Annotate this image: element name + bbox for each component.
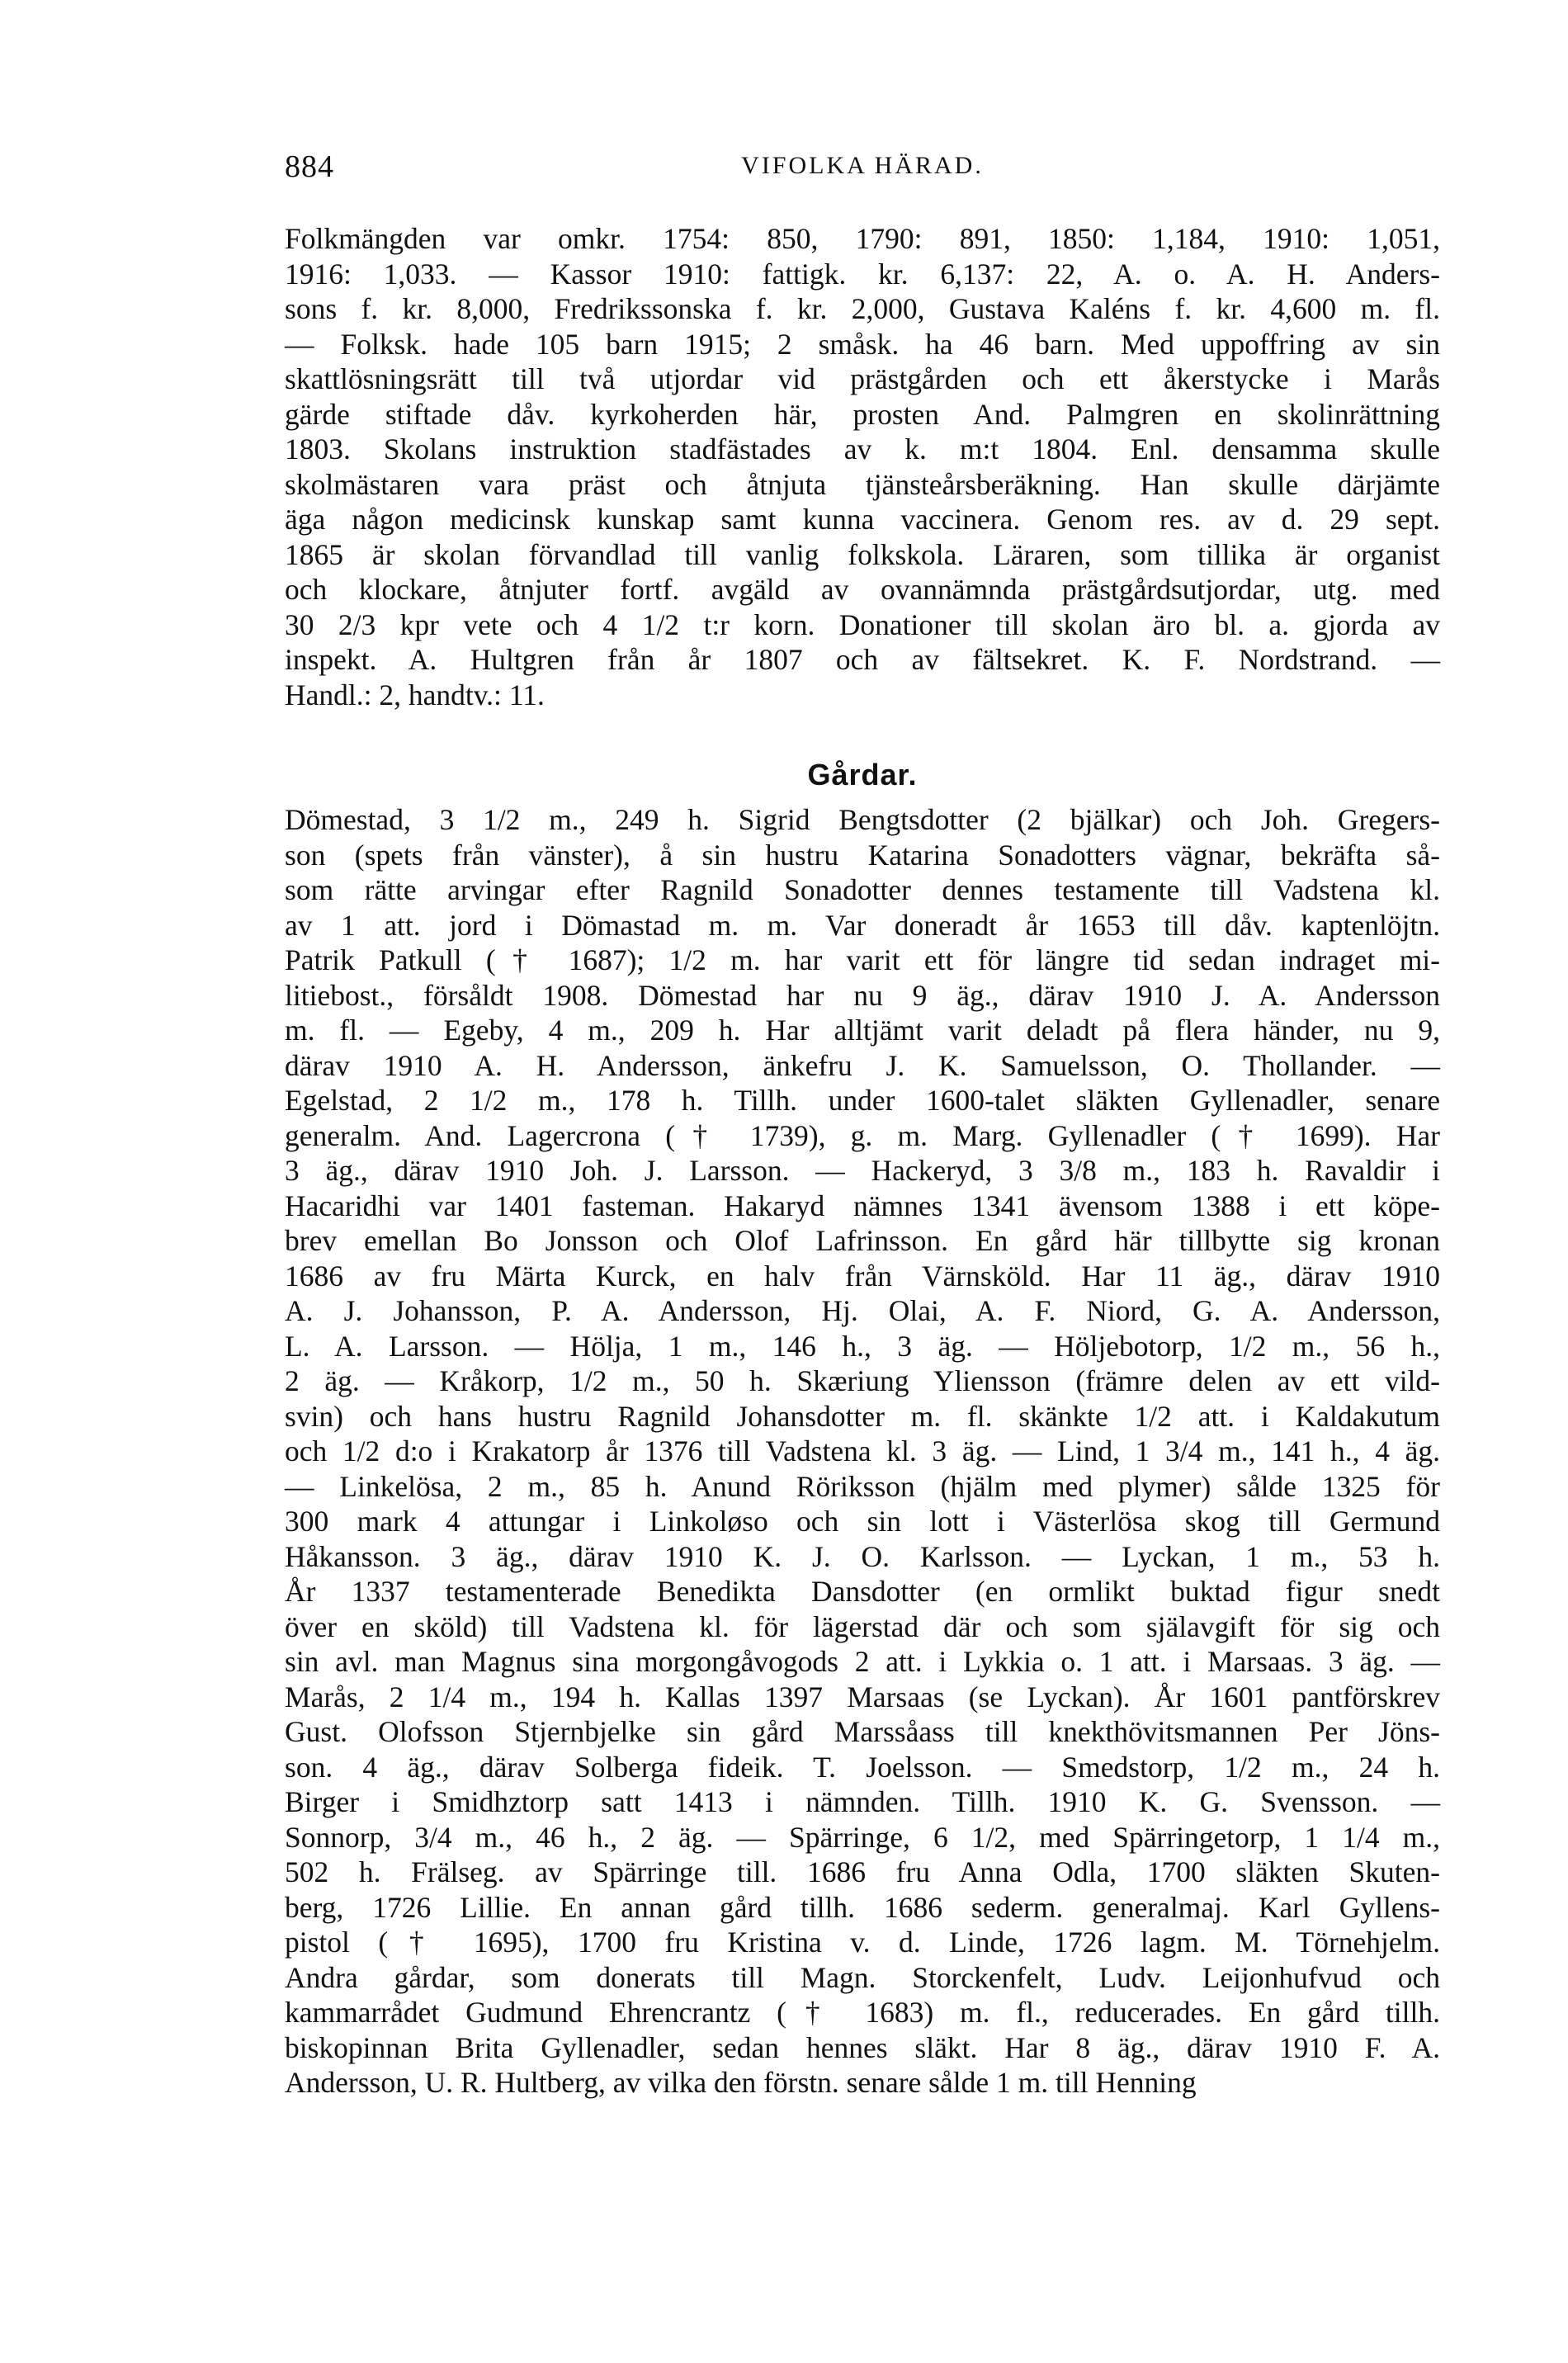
section-heading: Gårdar. — [807, 758, 918, 792]
intro-paragraph — [285, 221, 1440, 712]
text-line: skolmästaren vara präst och åtnjuta tjänsteårsberäkning. Han skulle därjämte — [285, 467, 1440, 501]
text-line: Hacaridhi var 1401 fasteman. Hakaryd nämnes 1341 ävensom 1388 i ett köpe- — [285, 1189, 1440, 1222]
text-line: därav 1910 A. H. Andersson, änkefru J. K. Samuelsson, O. Thollander. — — [285, 1048, 1440, 1082]
text-line: Handl.: 2, handtv.: 11. — [285, 678, 545, 711]
text-line: Sonnorp, 3/4 m., 46 h., 2 äg. — Spärringe, 6 1/2, med Spärringetorp, 1 1/4 m., — [285, 1820, 1440, 1854]
text-line: 1865 är skolan förvandlad till vanlig folkskola. Läraren, som tillika är organist — [285, 537, 1440, 571]
running-head: VIFOLKA HÄRAD. — [741, 152, 984, 179]
text-line: inspekt. A. Hultgren från år 1807 och av fältsekret. K. F. Nordstrand. — — [285, 643, 1440, 676]
text-line: Andersson, U. R. Hultberg, av vilka den förstn. senare sålde 1 m. till Henning — [285, 2066, 1197, 2099]
text-line: 300 mark 4 attungar i Linkoløso och sin lott i Västerlösa skog till Germund — [285, 1505, 1440, 1538]
text-line: berg, 1726 Lillie. En annan gård tillh. 1686 sederm. generalmaj. Karl Gyllens- — [285, 1890, 1440, 1924]
text-line: 2 äg. — Kråkorp, 1/2 m., 50 h. Skæriung Yliensson (främre delen av ett vild- — [285, 1364, 1440, 1397]
text-line: son. 4 äg., därav Solberga fideik. T. Joelsson. — Smedstorp, 1/2 m., 24 h. — [285, 1750, 1440, 1784]
text-line: äga någon medicinsk kunskap samt kunna vaccinera. Genom res. av d. 29 sept. — [285, 503, 1440, 536]
text-line: m. fl. — Egeby, 4 m., 209 h. Har alltjämt varit deladt på flera händer, nu 9, — [285, 1014, 1440, 1047]
text-line: L. A. Larsson. — Hölja, 1 m., 146 h., 3 äg. — Höljebotorp, 1/2 m., 56 h., — [285, 1329, 1440, 1363]
text-line: 1686 av fru Märta Kurck, en halv från Värnsköld. Har 11 äg., därav 1910 — [285, 1259, 1440, 1293]
text-line: Gust. Olofsson Stjernbjelke sin gård Marssåass till knekthövitsmannen Per Jöns- — [285, 1715, 1440, 1748]
text-line: 3 äg., därav 1910 Joh. J. Larsson. — Hackeryd, 3 3/8 m., 183 h. Ravaldir i — [285, 1154, 1440, 1187]
text-line: Folkmängden var omkr. 1754: 850, 1790: 891, 1850: 1,184, 1910: 1,051, — [285, 222, 1440, 255]
text-line: av 1 att. jord i Dömastad m. m. Var doneradt år 1653 till dåv. kaptenlöjtn. — [285, 908, 1440, 942]
text-line: Dömestad, 3 1/2 m., 249 h. Sigrid Bengtsdotter (2 bjälkar) och Joh. Gregers- — [285, 803, 1440, 836]
text-line: sin avl. man Magnus sina morgongåvogods 2 att. i Lykkia o. 1 att. i Marsaas. 3 äg. — — [285, 1645, 1440, 1678]
text-line: pistol († 1695), 1700 fru Kristina v. d. Linde, 1726 lagm. M. Törnehjelm. — [285, 1926, 1440, 1959]
text-line: Patrik Patkull († 1687); 1/2 m. har varit ett för längre tid sedan indraget mi- — [285, 943, 1440, 976]
text-line: son (spets från vänster), å sin hustru Katarina Sonadotters vägnar, bekräfta så- — [285, 838, 1440, 872]
text-line: 502 h. Frälseg. av Spärringe till. 1686 fru Anna Odla, 1700 släkten Skuten- — [285, 1855, 1440, 1888]
text-line: och 1/2 d:o i Krakatorp år 1376 till Vadstena kl. 3 äg. — Lind, 1 3/4 m., 141 h., 4 äg. — [285, 1434, 1440, 1467]
text-line: biskopinnan Brita Gyllenadler, sedan hennes släkt. Har 8 äg., därav 1910 F. A. — [285, 2030, 1440, 2064]
text-line: generalm. And. Lagercrona († 1739), g. m. Marg. Gyllenadler († 1699). Har — [285, 1118, 1440, 1152]
text-line: A. J. Johansson, P. A. Andersson, Hj. Olai, A. F. Niord, G. A. Andersson, — [285, 1294, 1440, 1327]
text-line: — Folksk. hade 105 barn 1915; 2 småsk. ha 46 barn. Med uppoffring av sin — [285, 327, 1440, 361]
page-number: 884 — [285, 149, 334, 184]
text-line: 30 2/3 kpr vete och 4 1/2 t:r korn. Donationer till skolan äro bl. a. gjorda av — [285, 607, 1440, 641]
text-line: gärde stiftade dåv. kyrkoherden här, prosten And. Palmgren en skolinrättning — [285, 397, 1440, 431]
text-line: sons f. kr. 8,000, Fredrikssonska f. kr. 2,000, Gustava Kaléns f. kr. 4,600 m. fl. — [285, 292, 1440, 325]
text-line: 1803. Skolans instruktion stadfästades av k. m:t 1804. Enl. densamma skulle — [285, 432, 1440, 466]
text-line: Egelstad, 2 1/2 m., 178 h. Tillh. under 1600-talet släkten Gyllenadler, senare — [285, 1084, 1440, 1117]
text-line: Marås, 2 1/4 m., 194 h. Kallas 1397 Marsaas (se Lyckan). År 1601 pantförskrev — [285, 1680, 1440, 1713]
text-line: och klockare, åtnjuter fortf. avgäld av ovannämnda prästgårdsutjordar, utg. med — [285, 573, 1440, 606]
text-line: År 1337 testamenterade Benedikta Dansdotter (en ormlikt buktad figur snedt — [285, 1575, 1440, 1608]
text-line: Birger i Smidhztorp satt 1413 i nämnden. Tillh. 1910 K. G. Svensson. — — [285, 1785, 1440, 1818]
text-line: litiebost., försåldt 1908. Dömestad har nu 9 äg., därav 1910 J. A. Andersson — [285, 978, 1440, 1012]
text-line: Håkansson. 3 äg., därav 1910 K. J. O. Karlsson. — Lyckan, 1 m., 53 h. — [285, 1539, 1440, 1573]
text-line: skattlösningsrätt till två utjordar vid prästgården och ett åkerstycke i Marås — [285, 362, 1440, 395]
text-line: Andra gårdar, som donerats till Magn. Storckenfelt, Ludv. Leijonhufvud och — [285, 1960, 1440, 1994]
page-header — [285, 149, 1440, 190]
gardar-paragraph — [285, 802, 1440, 2101]
text-line: som rätte arvingar efter Ragnild Sonadotter dennes testamente till Vadstena kl. — [285, 873, 1440, 906]
text-line: över en sköld) till Vadstena kl. för lägerstad där och som själavgift för sig och — [285, 1609, 1440, 1643]
text-line: kammarrådet Gudmund Ehrencrantz († 1683) m. fl., reducerades. En gård tillh. — [285, 1996, 1440, 2029]
text-line: brev emellan Bo Jonsson och Olof Lafrinsson. En gård här tillbytte sig kronan — [285, 1224, 1440, 1257]
text-line: svin) och hans hustru Ragnild Johansdotter m. fl. skänkte 1/2 att. i Kaldakutum — [285, 1399, 1440, 1433]
text-line: 1916: 1,033. — Kassor 1910: fattigk. kr. 6,137: 22, A. o. A. H. Anders- — [285, 257, 1440, 291]
text-line: — Linkelösa, 2 m., 85 h. Anund Röriksson (hjälm med plymer) sålde 1325 för — [285, 1469, 1440, 1503]
